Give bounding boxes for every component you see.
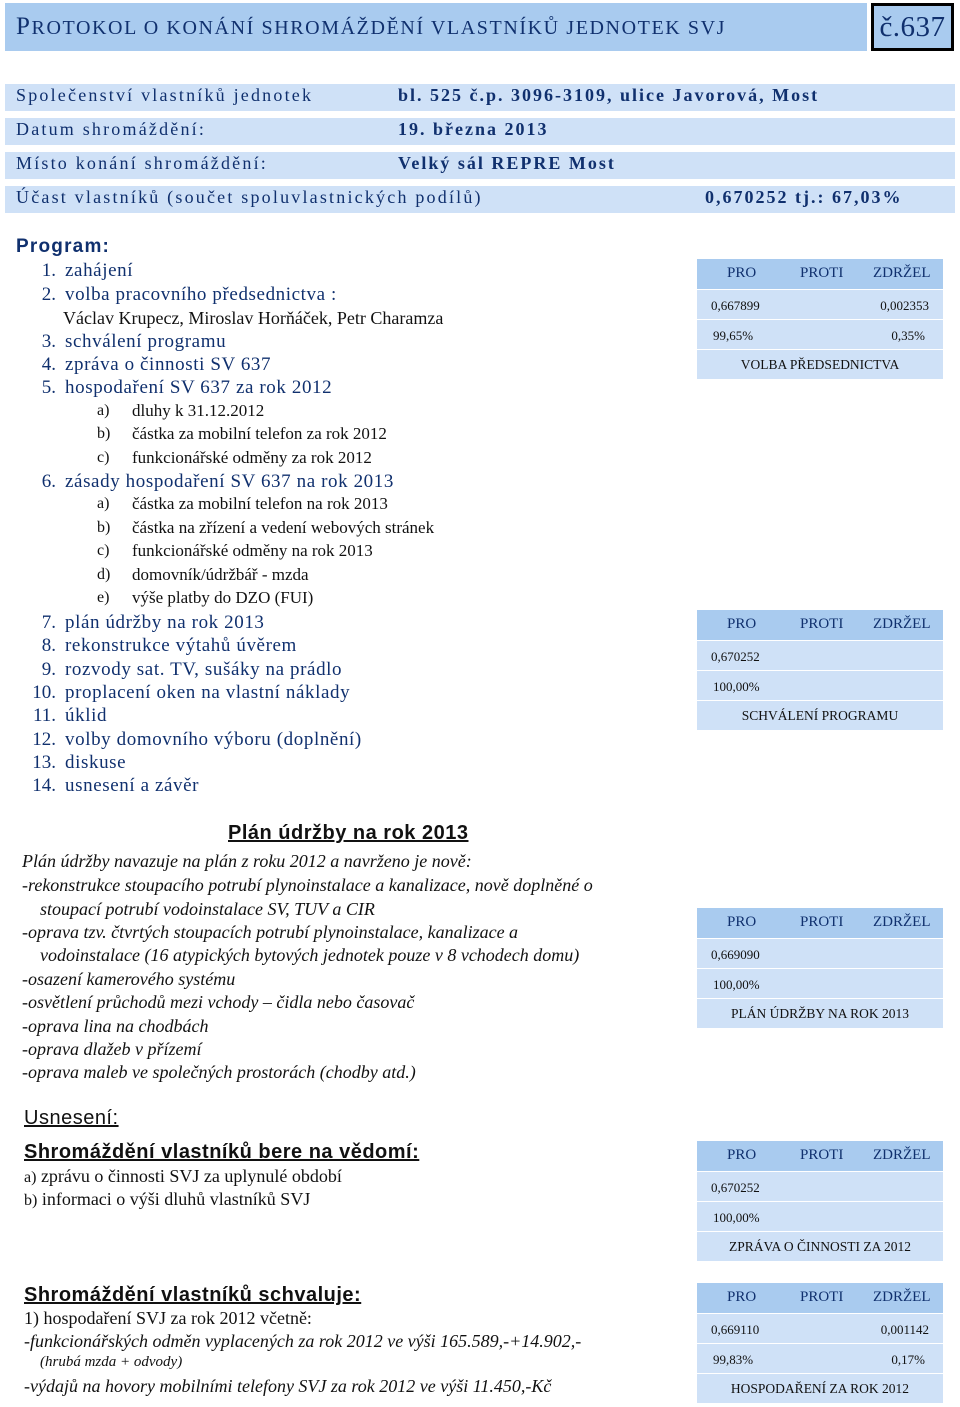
- info-value-date: 19. března 2013: [398, 119, 549, 139]
- vote-label: PLÁN ÚDRŽBY NA ROK 2013: [730, 1006, 909, 1021]
- vote-pro-value: 0,669090: [711, 947, 760, 962]
- vote-pro-percent: 100,00%: [713, 1210, 760, 1225]
- info-label-place: Místo konání shromáždění:: [16, 153, 268, 173]
- vote-divider: [697, 998, 943, 999]
- vote-pro-percent: 100,00%: [713, 977, 760, 992]
- vote-header: [697, 908, 943, 938]
- program-item-number: 9.: [41, 659, 56, 680]
- vote-header-proti: PROTI: [800, 914, 844, 930]
- program-item: rozvody sat. TV, sušáky na prádlo: [65, 659, 343, 680]
- program-item: zahájení: [65, 260, 134, 281]
- program-subitem-letter: e): [97, 589, 110, 606]
- vote-pro-percent: 99,65%: [713, 328, 754, 343]
- vote-divider: [697, 968, 943, 969]
- vote-divider: [697, 700, 943, 701]
- vote-box: [697, 259, 943, 379]
- program-item: proplacení oken na vlastní náklady: [65, 682, 351, 703]
- vote-header: [697, 610, 943, 640]
- vote-zdrzel-value: 0,001142: [880, 1322, 929, 1337]
- program-subitem-letter: b): [97, 425, 111, 442]
- program-item: zpráva o činnosti SV 637: [65, 354, 272, 375]
- vote-pro-value: 0,669110: [711, 1322, 760, 1337]
- vote-zdrzel-value: 0,002353: [880, 298, 929, 313]
- program-subitem: částka za mobilní telefon za rok 2012: [132, 424, 387, 443]
- acknowledge-title: Shromáždění vlastníků bere na vědomí:: [24, 1141, 420, 1163]
- program-item-number: 1.: [41, 260, 56, 281]
- program-item: hospodaření SV 637 za rok 2012: [65, 377, 333, 398]
- plan-intro: Plán údržby navazuje na plán z roku 2012 a navrženo je nově:: [22, 851, 472, 871]
- vote-divider: [697, 1231, 943, 1232]
- plan-item-cont: vodoinstalace (16 atypických bytových jednotek pouze v 8 vchodech domu): [40, 945, 580, 965]
- program-subitem-letter: b): [97, 519, 111, 536]
- program-subitem: částka za mobilní telefon na rok 2013: [132, 494, 388, 513]
- vote-box: [697, 1283, 943, 1403]
- plan-item: -oprava maleb ve společných prostorách (chodby atd.): [22, 1062, 416, 1082]
- vote-divider: [697, 289, 943, 290]
- vote-header-zdrzel: ZDRŽEL: [873, 1289, 931, 1305]
- program-item-number: 8.: [41, 635, 56, 656]
- program-item-number: 12.: [32, 729, 56, 750]
- vote-label: HOSPODAŘENÍ ZA ROK 2012: [730, 1381, 910, 1396]
- program-item: plán údržby na rok 2013: [65, 612, 265, 633]
- program-item: schválení programu: [65, 331, 227, 352]
- program-subitem: funkcionářské odměny na rok 2013: [132, 541, 373, 560]
- vote-header-proti: PROTI: [800, 1147, 844, 1163]
- program-item-number: 13.: [32, 752, 56, 773]
- program-subitem: částka na zřízení a vedení webových stránek: [132, 518, 435, 537]
- program-subitem: dluhy k 31.12.2012: [132, 401, 265, 420]
- vote-label: ZPRÁVA O ČINNOSTI ZA 2012: [728, 1239, 912, 1254]
- program-item-number: 4.: [41, 354, 56, 375]
- vote-header-zdrzel: ZDRŽEL: [873, 265, 931, 281]
- program-item-detail: Václav Krupecz, Miroslav Horňáček, Petr Charamza: [63, 308, 444, 328]
- acknowledge-item-text: informaci o výši dluhů vlastníků SVJ: [41, 1189, 311, 1209]
- vote-header-pro: PRO: [727, 616, 757, 632]
- acknowledge-item-text: zprávu o činnosti SVJ za uplynulé období: [40, 1166, 342, 1186]
- vote-header-pro: PRO: [727, 265, 757, 281]
- program-item: usnesení a závěr: [65, 775, 200, 796]
- vote-divider: [697, 349, 943, 350]
- program-subitem: funkcionářské odměny za rok 2012: [132, 448, 372, 467]
- approve-title: Shromáždění vlastníků schvaluje:: [24, 1284, 362, 1306]
- vote-header: [697, 1283, 943, 1313]
- vote-box: [697, 1141, 943, 1261]
- acknowledge-item: [24, 1189, 310, 1210]
- vote-header-pro: PRO: [727, 1289, 757, 1305]
- vote-label: SCHVÁLENÍ PROGRAMU: [741, 708, 899, 723]
- vote-pro-value: 0,667899: [711, 298, 760, 313]
- program-item: diskuse: [65, 752, 127, 773]
- vote-header-proti: PROTI: [800, 1289, 844, 1305]
- plan-item: -osazení kamerového systému: [22, 969, 236, 989]
- program-title: Program:: [16, 236, 111, 257]
- vote-header: [697, 1141, 943, 1171]
- plan-item: -osvětlení průchodů mezi vchody – čidla nebo časovač: [22, 992, 415, 1012]
- approve-item-note: (hrubá mzda + odvody): [40, 1354, 183, 1370]
- program-item: volby domovního výboru (doplnění): [65, 729, 362, 750]
- vote-pro-value: 0,670252: [711, 649, 760, 664]
- program-item: rekonstrukce výtahů úvěrem: [65, 635, 297, 656]
- vote-header-zdrzel: ZDRŽEL: [873, 1147, 931, 1163]
- info-value-attendance: 0,670252 tj.: 67,03%: [705, 187, 903, 207]
- approve-item: 1) hospodaření SVJ za rok 2012 včetně:: [24, 1308, 312, 1328]
- approve-item: -funkcionářských odměn vyplacených za rok 2012 ve výši 165.589,-+14.902,-: [24, 1331, 582, 1351]
- vote-divider: [697, 1313, 943, 1314]
- vote-zdrzel-percent: 0,17%: [891, 1352, 925, 1367]
- program-subitem-letter: a): [97, 402, 110, 419]
- program-item-number: 7.: [41, 612, 56, 633]
- plan-item-cont: stoupací potrubí vodoinstalace SV, TUV a CIR: [40, 899, 375, 919]
- program-subitem-letter: d): [97, 566, 111, 583]
- plan-item: -oprava lina na chodbách: [22, 1016, 209, 1036]
- vote-box: [697, 610, 943, 730]
- program-item-number: 5.: [41, 377, 56, 398]
- program-item: úklid: [65, 705, 108, 726]
- vote-pro-percent: 99,83%: [713, 1352, 754, 1367]
- vote-header-pro: PRO: [727, 914, 757, 930]
- vote-divider: [697, 938, 943, 939]
- plan-item: -oprava tzv. čtvrtých stoupacích potrubí plynoinstalace, kanalizace a: [22, 922, 519, 942]
- program-item-number: 3.: [41, 331, 56, 352]
- program-item: zásady hospodaření SV 637 na rok 2013: [65, 471, 394, 492]
- vote-divider: [697, 670, 943, 671]
- vote-header: [697, 259, 943, 289]
- plan-item: -rekonstrukce stoupacího potrubí plynoinstalace a kanalizace, nově doplněné o: [22, 875, 593, 895]
- program-subitem-letter: a): [97, 495, 110, 512]
- vote-zdrzel-percent: 0,35%: [891, 328, 925, 343]
- vote-header-zdrzel: ZDRŽEL: [873, 616, 931, 632]
- page-title-initial: P: [16, 13, 32, 40]
- info-value-community: bl. 525 č.p. 3096-3109, ulice Javorová, Most: [398, 85, 820, 105]
- building-number-badge: č.637: [871, 3, 954, 51]
- vote-pro-value: 0,670252: [711, 1180, 760, 1195]
- program-subitem-letter: c): [97, 542, 110, 559]
- info-label-attendance: Účast vlastníků (součet spoluvlastnických podílů): [16, 187, 483, 207]
- vote-box: [697, 908, 943, 1028]
- acknowledge-item-letter: b): [24, 1192, 38, 1209]
- program-item-number: 10.: [32, 682, 56, 703]
- vote-divider: [697, 640, 943, 641]
- resolution-title: Usnesení:: [24, 1107, 119, 1129]
- vote-divider: [697, 1171, 943, 1172]
- program-item-number: 6.: [41, 471, 56, 492]
- vote-label: VOLBA PŘEDSEDNICTVA: [740, 357, 900, 372]
- vote-header-proti: PROTI: [800, 265, 844, 281]
- acknowledge-item-letter: a): [24, 1169, 37, 1186]
- program-item-number: 14.: [32, 775, 56, 796]
- page-title: [16, 13, 726, 41]
- program-subitem: domovník/údržbář - mzda: [132, 565, 309, 584]
- plan-title: Plán údržby na rok 2013: [228, 822, 469, 844]
- program-subitem: výše platby do DZO (FUI): [132, 588, 314, 607]
- program-item-number: 2.: [41, 284, 56, 305]
- vote-divider: [697, 1373, 943, 1374]
- vote-header-proti: PROTI: [800, 616, 844, 632]
- program-item: volba pracovního předsednictva :: [65, 284, 337, 305]
- acknowledge-item: [24, 1166, 342, 1187]
- program-item-number: 11.: [32, 705, 56, 726]
- page-title-rest: ROTOKOL O KONÁNÍ SHROMÁŽDĚNÍ VLASTNÍKŮ JEDNOTEK SVJ: [31, 17, 727, 39]
- program-subitem-letter: c): [97, 449, 110, 466]
- vote-divider: [697, 1201, 943, 1202]
- vote-header-zdrzel: ZDRŽEL: [873, 914, 931, 930]
- info-value-place: Velký sál REPRE Most: [398, 153, 616, 173]
- vote-divider: [697, 319, 943, 320]
- vote-header-pro: PRO: [727, 1147, 757, 1163]
- info-label-community: Společenství vlastníků jednotek: [16, 85, 314, 105]
- vote-divider: [697, 1343, 943, 1344]
- approve-item: -výdajů na hovory mobilními telefony SVJ za rok 2012 ve výši 11.450,-Kč: [24, 1376, 552, 1396]
- vote-pro-percent: 100,00%: [713, 679, 760, 694]
- info-label-date: Datum shromáždění:: [16, 119, 207, 139]
- plan-item: -oprava dlažeb v přízemí: [22, 1039, 202, 1059]
